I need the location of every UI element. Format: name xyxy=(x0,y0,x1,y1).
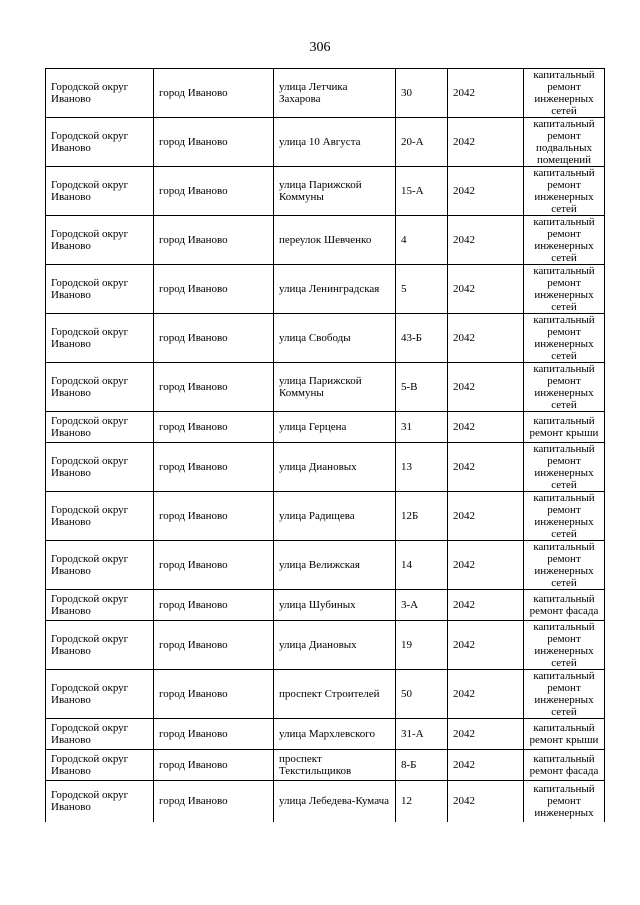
table-row xyxy=(46,443,605,492)
work-type-cell: капитальный ремонт инженерных сетей xyxy=(524,541,605,590)
city-cell: город Иваново xyxy=(154,541,274,590)
year-cell: 2042 xyxy=(448,541,524,590)
table-row xyxy=(46,314,605,363)
work-type-cell: капитальный ремонт инженерных сетей xyxy=(524,621,605,670)
house-number-cell: 13 xyxy=(396,443,448,492)
table-row xyxy=(46,412,605,443)
house-number-cell: 5 xyxy=(396,265,448,314)
work-type-cell: капитальный ремонт инженерных сетей xyxy=(524,670,605,719)
year-cell: 2042 xyxy=(448,492,524,541)
work-type-cell: капитальный ремонт инженерных сетей xyxy=(524,167,605,216)
city-cell: город Иваново xyxy=(154,412,274,443)
table-row xyxy=(46,492,605,541)
city-cell: город Иваново xyxy=(154,265,274,314)
table-row xyxy=(46,541,605,590)
house-number-cell: 31 xyxy=(396,412,448,443)
street-cell: улица Радищева xyxy=(274,492,396,541)
work-type-cell: капитальный ремонт фасада xyxy=(524,590,605,621)
city-cell: город Иваново xyxy=(154,621,274,670)
street-cell: улица Парижской Коммуны xyxy=(274,167,396,216)
district-cell: Городской округ Иваново xyxy=(46,750,154,781)
work-type-cell: капитальный ремонт фасада xyxy=(524,750,605,781)
street-cell: улица Лебедева-Кумача xyxy=(274,781,396,822)
district-cell: Городской округ Иваново xyxy=(46,412,154,443)
work-type-cell: капитальный ремонт инженерных сетей xyxy=(524,363,605,412)
year-cell: 2042 xyxy=(448,412,524,443)
house-number-cell: 30 xyxy=(396,69,448,118)
street-cell: улица Велижская xyxy=(274,541,396,590)
table-row xyxy=(46,590,605,621)
year-cell: 2042 xyxy=(448,443,524,492)
street-cell: переулок Шевченко xyxy=(274,216,396,265)
district-cell: Городской округ Иваново xyxy=(46,719,154,750)
district-cell: Городской округ Иваново xyxy=(46,118,154,167)
house-number-cell: 12 xyxy=(396,781,448,822)
house-number-cell: 4 xyxy=(396,216,448,265)
year-cell: 2042 xyxy=(448,781,524,822)
city-cell: город Иваново xyxy=(154,314,274,363)
district-cell: Городской округ Иваново xyxy=(46,69,154,118)
district-cell: Городской округ Иваново xyxy=(46,265,154,314)
house-number-cell: 31-А xyxy=(396,719,448,750)
work-type-cell: капитальный ремонт инженерных сетей xyxy=(524,443,605,492)
year-cell: 2042 xyxy=(448,314,524,363)
street-cell: улица Диановых xyxy=(274,443,396,492)
street-cell: улица Летчика Захарова xyxy=(274,69,396,118)
work-type-cell: капитальный ремонт инженерных сетей xyxy=(524,216,605,265)
year-cell: 2042 xyxy=(448,670,524,719)
street-cell: улица Ленинградская xyxy=(274,265,396,314)
table-row xyxy=(46,781,605,822)
year-cell: 2042 xyxy=(448,69,524,118)
house-number-cell: 12Б xyxy=(396,492,448,541)
year-cell: 2042 xyxy=(448,118,524,167)
city-cell: город Иваново xyxy=(154,363,274,412)
work-type-cell: капитальный ремонт инженерных xyxy=(524,781,605,822)
street-cell: проспект Строителей xyxy=(274,670,396,719)
city-cell: город Иваново xyxy=(154,670,274,719)
table-row xyxy=(46,216,605,265)
table-row xyxy=(46,265,605,314)
house-number-cell: 8-Б xyxy=(396,750,448,781)
year-cell: 2042 xyxy=(448,719,524,750)
table-row xyxy=(46,750,605,781)
city-cell: город Иваново xyxy=(154,167,274,216)
street-cell: улица 10 Августа xyxy=(274,118,396,167)
street-cell: улица Диановых xyxy=(274,621,396,670)
work-type-cell: капитальный ремонт инженерных сетей xyxy=(524,265,605,314)
district-cell: Городской округ Иваново xyxy=(46,621,154,670)
district-cell: Городской округ Иваново xyxy=(46,541,154,590)
house-number-cell: 43-Б xyxy=(396,314,448,363)
table-row xyxy=(46,719,605,750)
city-cell: город Иваново xyxy=(154,781,274,822)
district-cell: Городской округ Иваново xyxy=(46,590,154,621)
year-cell: 2042 xyxy=(448,216,524,265)
table-row xyxy=(46,118,605,167)
district-cell: Городской округ Иваново xyxy=(46,670,154,719)
page-number: 306 xyxy=(309,40,331,55)
city-cell: город Иваново xyxy=(154,69,274,118)
house-number-cell: 20-А xyxy=(396,118,448,167)
city-cell: город Иваново xyxy=(154,443,274,492)
street-cell: улица Шубиных xyxy=(274,590,396,621)
house-number-cell: 14 xyxy=(396,541,448,590)
work-type-cell: капитальный ремонт крыши xyxy=(524,719,605,750)
district-cell: Городской округ Иваново xyxy=(46,314,154,363)
house-number-cell: 3-А xyxy=(396,590,448,621)
year-cell: 2042 xyxy=(448,590,524,621)
table-row xyxy=(46,69,605,118)
work-type-cell: капитальный ремонт инженерных сетей xyxy=(524,492,605,541)
work-type-cell: капитальный ремонт крыши xyxy=(524,412,605,443)
street-cell: улица Парижской Коммуны xyxy=(274,363,396,412)
year-cell: 2042 xyxy=(448,363,524,412)
house-number-cell: 5-В xyxy=(396,363,448,412)
district-cell: Городской округ Иваново xyxy=(46,363,154,412)
house-number-cell: 50 xyxy=(396,670,448,719)
city-cell: город Иваново xyxy=(154,590,274,621)
city-cell: город Иваново xyxy=(154,118,274,167)
work-type-cell: капитальный ремонт инженерных сетей xyxy=(524,314,605,363)
table-row xyxy=(46,363,605,412)
work-type-cell: капитальный ремонт инженерных сетей xyxy=(524,69,605,118)
year-cell: 2042 xyxy=(448,621,524,670)
house-number-cell: 19 xyxy=(396,621,448,670)
house-number-cell: 15-А xyxy=(396,167,448,216)
table-body xyxy=(46,69,605,822)
table-row xyxy=(46,670,605,719)
street-cell: улица Мархлевского xyxy=(274,719,396,750)
table-row xyxy=(46,167,605,216)
city-cell: город Иваново xyxy=(154,719,274,750)
table-row xyxy=(46,621,605,670)
city-cell: город Иваново xyxy=(154,216,274,265)
district-cell: Городской округ Иваново xyxy=(46,443,154,492)
city-cell: город Иваново xyxy=(154,492,274,541)
district-cell: Городской округ Иваново xyxy=(46,781,154,822)
year-cell: 2042 xyxy=(448,167,524,216)
street-cell: улица Свободы xyxy=(274,314,396,363)
year-cell: 2042 xyxy=(448,265,524,314)
city-cell: город Иваново xyxy=(154,750,274,781)
year-cell: 2042 xyxy=(448,750,524,781)
work-type-cell: капитальный ремонт подвальных помещений xyxy=(524,118,605,167)
district-cell: Городской округ Иваново xyxy=(46,167,154,216)
district-cell: Городской округ Иваново xyxy=(46,216,154,265)
district-cell: Городской округ Иваново xyxy=(46,492,154,541)
street-cell: проспект Текстильщиков xyxy=(274,750,396,781)
housing-repair-table xyxy=(45,68,605,822)
street-cell: улица Герцена xyxy=(274,412,396,443)
